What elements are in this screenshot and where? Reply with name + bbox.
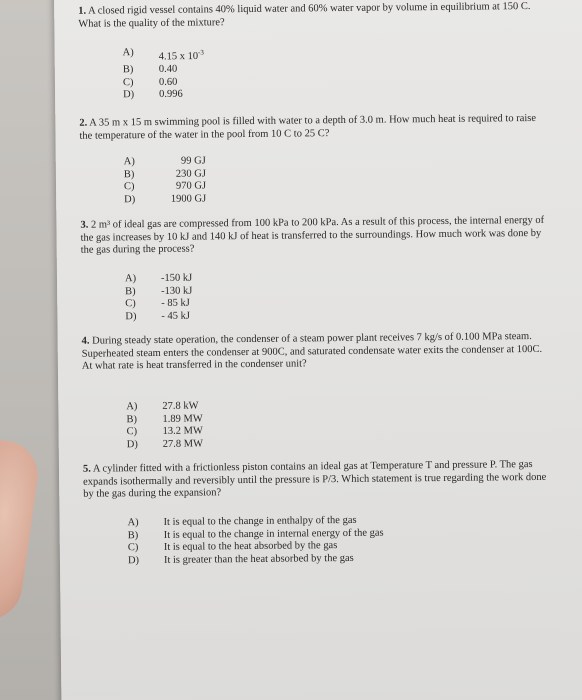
question-5-options <box>127 515 383 568</box>
question-3 <box>80 215 550 257</box>
question-1-text <box>78 1 548 31</box>
option-label: A) <box>126 401 138 413</box>
question-5 <box>83 459 553 501</box>
option-label: D) <box>127 554 140 566</box>
option-label: D) <box>124 193 136 205</box>
option-text: 13.2 MW <box>162 425 203 437</box>
question-1-options <box>123 46 205 101</box>
option-text: 0.996 <box>158 88 183 100</box>
option-text: 970 GJ <box>175 180 207 192</box>
option-text: 99 GJ <box>180 155 206 167</box>
question-stem: 2 m³ of ideal gas are compressed from 100 kPa to 200 kPa. As a result of this process, the internal energy of the gas increases by 10 kJ and 140 kJ of heat is transferred to the surroundings. How much work was done by the gas during the process? <box>80 214 545 256</box>
question-number: 4. <box>81 335 90 347</box>
question-number: 2. <box>79 117 88 129</box>
option-text: 27.8 kW <box>162 400 199 412</box>
option-text: 0.40 <box>158 63 178 75</box>
question-2-text <box>79 113 549 143</box>
option-text: 1.89 MW <box>162 412 203 425</box>
option-c <box>123 76 204 89</box>
option-text: 27.8 MW <box>162 437 204 450</box>
option-d <box>124 193 206 206</box>
option-b <box>126 413 202 426</box>
option-a <box>123 46 204 64</box>
option-text: It is greater than the heat absorbed by the gas <box>163 552 354 566</box>
option-a <box>125 273 192 286</box>
option-text: It is equal to the change in internal energy of the gas <box>163 527 384 541</box>
question-1 <box>78 1 548 31</box>
option-c <box>124 180 206 193</box>
option-text <box>159 46 204 63</box>
option-a <box>126 400 202 413</box>
exam-paper <box>54 0 582 700</box>
option-exponent: -3 <box>197 48 204 57</box>
option-label: B) <box>125 285 136 297</box>
option-text: -130 kJ <box>161 285 193 297</box>
question-stem: During steady state operation, the condenser of a steam power plant receives 7 kg/s of 0.100 MPa steam. Superheated steam enters the condenser at 900C, and saturated condensate water exits the condenser at 100C. At what rate is heat transferred in the condenser unit? <box>81 331 543 372</box>
option-text: - 85 kJ <box>161 297 190 309</box>
question-number: 1. <box>78 5 87 17</box>
option-label: C) <box>122 76 134 88</box>
question-4-options <box>126 400 203 451</box>
question-5-text <box>83 459 553 501</box>
question-3-options <box>125 273 193 324</box>
option-label: B) <box>123 168 135 180</box>
option-label: A) <box>122 47 134 59</box>
option-b <box>124 168 206 181</box>
option-label: D) <box>125 310 137 322</box>
option-label: D) <box>126 438 138 450</box>
option-label: A) <box>123 156 135 168</box>
option-b <box>125 285 192 298</box>
question-number: 5. <box>82 463 91 475</box>
option-label: A) <box>124 273 137 285</box>
option-label: B) <box>122 64 134 76</box>
question-4-text <box>82 331 552 373</box>
option-d <box>123 88 204 101</box>
question-2-options <box>124 155 207 206</box>
option-c <box>125 298 192 311</box>
option-value: 4.15 x 10 <box>158 50 199 63</box>
question-number: 3. <box>80 219 89 231</box>
option-d <box>128 552 384 567</box>
option-a <box>124 155 206 168</box>
option-text: 230 GJ <box>175 167 206 180</box>
question-stem: A closed rigid vessel contains 40% liquid water and 60% water vapor by volume in equilibrium at 150 C. What is the quality of the mixture? <box>78 1 531 30</box>
option-label: D) <box>123 89 135 101</box>
option-text: It is equal to the change in enthalpy of the gas <box>163 514 357 528</box>
option-text: - 45 kJ <box>161 310 191 322</box>
option-text: -150 kJ <box>160 272 193 284</box>
question-3-text <box>80 215 550 257</box>
option-label: B) <box>127 529 139 541</box>
option-label: C) <box>126 426 138 438</box>
finger <box>0 436 42 624</box>
option-label: C) <box>127 542 139 554</box>
option-text: 0.60 <box>158 76 178 88</box>
option-b <box>123 63 204 76</box>
question-stem: A 35 m x 15 m swimming pool is filled with water to a depth of 3.0 m. How much heat is required to raise the temperature of the water in the pool from 10 C to 25 C? <box>79 112 537 142</box>
question-stem: A cylinder fitted with a frictionless piston contains an ideal gas at Temperature T and pressure P. The gas expands isothermally and reversibly until the pressure is P/3. Which statement is true regarding the work done by the gas during the expansion? <box>83 459 547 500</box>
option-label: A) <box>127 517 139 529</box>
question-2 <box>79 113 549 143</box>
option-label: C) <box>123 181 135 193</box>
option-d <box>125 310 192 323</box>
option-text: It is equal to the heat absorbed by the gas <box>163 540 338 553</box>
option-label: B) <box>126 413 138 425</box>
option-d <box>127 438 203 451</box>
option-label: C) <box>125 298 136 310</box>
option-c <box>127 425 203 438</box>
question-4 <box>82 331 552 373</box>
option-text: 1900 GJ <box>170 192 207 205</box>
